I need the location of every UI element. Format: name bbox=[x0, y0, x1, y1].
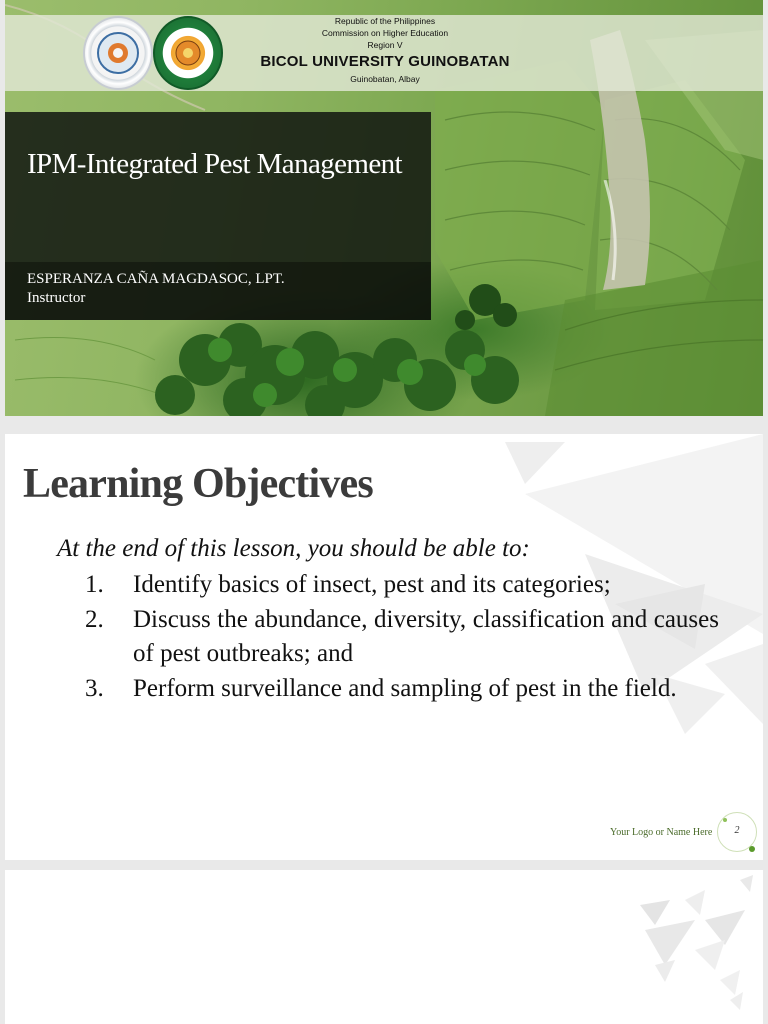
next-slide-preview bbox=[5, 870, 763, 1024]
objective-number: 2. bbox=[85, 605, 104, 633]
title-box bbox=[5, 112, 431, 320]
header-region: Region V bbox=[367, 40, 403, 50]
footer-logo-text: Your Logo or Name Here bbox=[610, 827, 713, 838]
header-republic: Republic of the Philippines bbox=[334, 16, 436, 26]
list-item bbox=[75, 672, 719, 707]
objectives-list bbox=[75, 568, 719, 706]
college-seal-logo bbox=[153, 16, 223, 90]
title-slide bbox=[5, 0, 763, 416]
presentation-title: IPM-Integrated Pest Management bbox=[27, 148, 403, 180]
objective-number: 3. bbox=[85, 674, 104, 702]
header-location: Guinobatan, Albay bbox=[350, 74, 420, 84]
author-name: ESPERANZA CAÑA MAGDASOC, LPT. bbox=[27, 271, 285, 287]
learning-objectives-slide bbox=[5, 434, 763, 860]
accent-dot-small bbox=[723, 818, 727, 822]
header-commission: Commission on Higher Education bbox=[321, 28, 449, 38]
objective-text: Perform surveillance and sampling of pest in the field. bbox=[133, 674, 677, 702]
page-number: 2 bbox=[734, 825, 740, 836]
objectives-intro: At the end of this lesson, you should be able to: bbox=[57, 535, 530, 562]
objective-text: Discuss the abundance, diversity, classification and causes of pest outbreaks; and bbox=[133, 605, 719, 667]
slide-heading: Learning Objectives bbox=[23, 461, 373, 507]
list-item bbox=[75, 603, 719, 672]
list-item bbox=[75, 568, 719, 603]
background-triangles bbox=[5, 870, 763, 1024]
objective-text: Identify basics of insect, pest and its categories; bbox=[133, 571, 611, 598]
accent-dot bbox=[749, 846, 755, 852]
university-seal-logo bbox=[83, 16, 153, 90]
author-role: Instructor bbox=[27, 290, 86, 306]
objective-number: 1. bbox=[85, 571, 104, 598]
header-university-name: BICOL UNIVERSITY GUINOBATAN bbox=[260, 53, 510, 70]
